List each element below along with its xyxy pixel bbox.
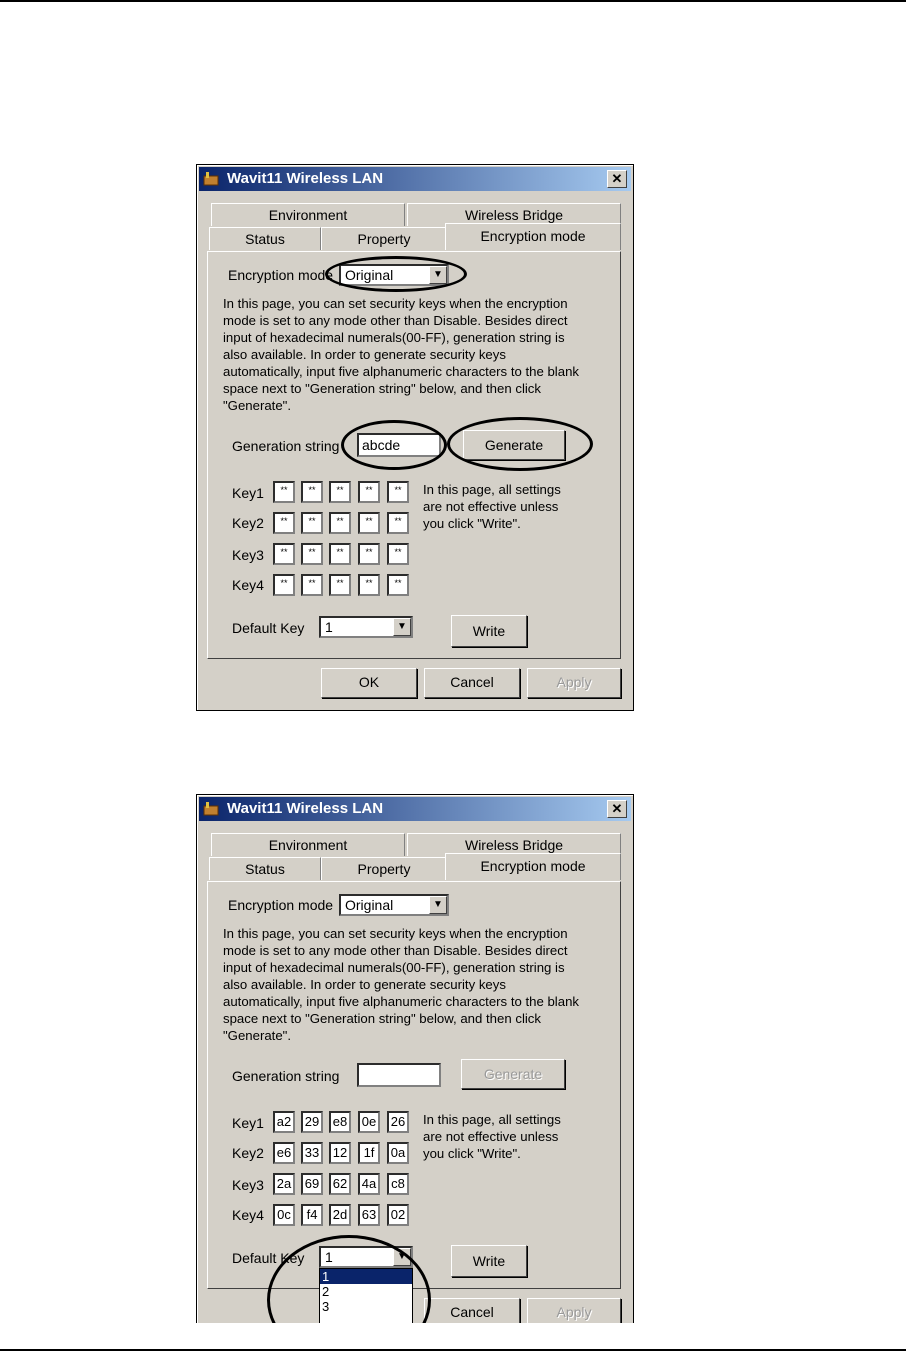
generate-button[interactable]: Generate	[463, 430, 565, 460]
key-cell[interactable]: **	[301, 512, 323, 534]
key2-label: Key2	[232, 515, 264, 531]
key-cell[interactable]: a2	[273, 1111, 295, 1133]
ok-button[interactable]: OK	[321, 668, 417, 698]
key-cell[interactable]: 0e	[358, 1111, 380, 1133]
key-cell[interactable]: **	[273, 574, 295, 596]
chevron-down-icon[interactable]: ▼	[393, 1248, 411, 1266]
write-note: In this page, all settings are not effective unless you click "Write".	[423, 1112, 561, 1161]
close-icon: ✕	[611, 801, 623, 816]
apply-button[interactable]: Apply	[527, 1298, 621, 1323]
key-cell[interactable]: **	[329, 481, 351, 503]
encryption-mode-label: Encryption mode	[228, 267, 334, 283]
tab-status[interactable]: Status	[209, 857, 321, 880]
default-key-dropdown	[319, 1268, 413, 1323]
key-cell[interactable]: 2d	[329, 1204, 351, 1226]
encryption-mode-select[interactable]: Original ▼	[339, 894, 449, 916]
key-cell[interactable]: 2a	[273, 1173, 295, 1195]
dialog-2	[196, 794, 634, 1323]
key-cell[interactable]: **	[329, 512, 351, 534]
key-cell[interactable]: **	[358, 574, 380, 596]
description-text: In this page, you can set security keys when the encryption mode is set to any mode other than Disable. Besides direct input of hexadecimal numerals(00-FF), generation string is also available. In order to generate security keys automatically, input five alphanumeric characters to the blank space next to "Generation string" below, and then click "Generate".	[223, 926, 580, 1043]
key-cell[interactable]: 62	[329, 1173, 351, 1195]
close-icon: ✕	[611, 171, 623, 186]
apply-button[interactable]: Apply	[527, 668, 621, 698]
key-cell[interactable]: **	[301, 543, 323, 565]
key-cell[interactable]: 33	[301, 1142, 323, 1164]
key-cell[interactable]: e8	[329, 1111, 351, 1133]
title-bar	[199, 797, 631, 821]
dropdown-option[interactable]: 2	[322, 1284, 330, 1299]
write-note: In this page, all settings are not effective unless you click "Write".	[423, 482, 561, 531]
encryption-mode-label: Encryption mode	[228, 897, 334, 913]
key3-label: Key3	[232, 1177, 264, 1193]
default-key-label: Default Key	[232, 620, 305, 636]
key-cell[interactable]: 26	[387, 1111, 409, 1133]
key4-label: Key4	[232, 577, 264, 593]
default-key-select[interactable]: 1 ▼	[319, 616, 413, 638]
key-cell[interactable]: **	[301, 574, 323, 596]
key-cell[interactable]: 02	[387, 1204, 409, 1226]
tab-encryption-mode[interactable]: Encryption mode	[445, 223, 621, 250]
tab-environment[interactable]: Environment	[211, 833, 405, 856]
description-text: In this page, you can set security keys when the encryption mode is set to any mode other than Disable. Besides direct input of hexadecimal numerals(00-FF), generation string is also available. In order to generate security keys automatically, input five alphanumeric characters to the blank space next to "Generation string" below, and then click "Generate".	[223, 296, 580, 413]
key-cell[interactable]: **	[329, 543, 351, 565]
generation-string-label: Generation string	[232, 1068, 340, 1084]
key-cell[interactable]: **	[387, 543, 409, 565]
tab-wireless-bridge[interactable]: Wireless Bridge	[407, 833, 621, 856]
key-cell[interactable]: 69	[301, 1173, 323, 1195]
window-title: Wavit11 Wireless LAN	[227, 170, 384, 187]
key-cell[interactable]: f4	[301, 1204, 323, 1226]
write-button[interactable]: Write	[451, 1245, 527, 1277]
dropdown-option[interactable]: 1	[320, 1269, 412, 1284]
bottom-rule	[0, 1349, 906, 1351]
key-cell[interactable]: 63	[358, 1204, 380, 1226]
default-key-select[interactable]: 1 ▼	[319, 1246, 413, 1268]
key-cell[interactable]: 0c	[273, 1204, 295, 1226]
chevron-down-icon[interactable]: ▼	[393, 618, 411, 636]
tab-property[interactable]: Property	[321, 227, 447, 250]
cancel-button[interactable]: Cancel	[424, 668, 520, 698]
title-bar	[199, 167, 631, 191]
key-cell[interactable]: **	[273, 543, 295, 565]
cancel-button[interactable]: Cancel	[424, 1298, 520, 1323]
dropdown-option[interactable]: 3	[322, 1299, 330, 1314]
key-cell[interactable]: 0a	[387, 1142, 409, 1164]
key-cell[interactable]: **	[387, 512, 409, 534]
key-cell[interactable]: 4a	[358, 1173, 380, 1195]
tab-environment[interactable]: Environment	[211, 203, 405, 226]
top-rule	[0, 0, 906, 2]
key-cell[interactable]: **	[387, 574, 409, 596]
close-button[interactable]	[607, 800, 627, 818]
key-cell[interactable]: **	[387, 481, 409, 503]
key1-label: Key1	[232, 1115, 264, 1131]
key4-label: Key4	[232, 1207, 264, 1223]
key-cell[interactable]: **	[301, 481, 323, 503]
tab-status[interactable]: Status	[209, 227, 321, 250]
key-cell[interactable]: **	[273, 512, 295, 534]
key3-label: Key3	[232, 547, 264, 563]
write-button[interactable]: Write	[451, 615, 527, 647]
key-cell[interactable]: **	[329, 574, 351, 596]
key-cell[interactable]: **	[273, 481, 295, 503]
key-cell[interactable]: **	[358, 481, 380, 503]
key-cell[interactable]: e6	[273, 1142, 295, 1164]
tab-encryption-mode[interactable]: Encryption mode	[445, 853, 621, 880]
key-cell[interactable]: c8	[387, 1173, 409, 1195]
key-cell[interactable]: **	[358, 512, 380, 534]
key-cell[interactable]: 12	[329, 1142, 351, 1164]
generation-string-label: Generation string	[232, 438, 340, 454]
tab-property[interactable]: Property	[321, 857, 447, 880]
chevron-down-icon[interactable]: ▼	[429, 266, 447, 284]
window-title: Wavit11 Wireless LAN	[227, 800, 384, 817]
key2-label: Key2	[232, 1145, 264, 1161]
key-cell[interactable]: 29	[301, 1111, 323, 1133]
generation-string-input[interactable]: abcde	[357, 433, 441, 457]
dialog-1	[196, 164, 634, 711]
key-cell[interactable]: 1f	[358, 1142, 380, 1164]
chevron-down-icon[interactable]: ▼	[429, 896, 447, 914]
default-key-label: Default Key	[232, 1250, 305, 1266]
app-icon	[203, 171, 221, 187]
generate-button[interactable]: Generate	[461, 1059, 565, 1089]
generation-string-input[interactable]	[357, 1063, 441, 1087]
encryption-mode-select[interactable]: Original ▼	[339, 264, 449, 286]
tab-wireless-bridge[interactable]: Wireless Bridge	[407, 203, 621, 226]
key-cell[interactable]: **	[358, 543, 380, 565]
app-icon	[203, 801, 221, 817]
close-button[interactable]	[607, 170, 627, 188]
key1-label: Key1	[232, 485, 264, 501]
